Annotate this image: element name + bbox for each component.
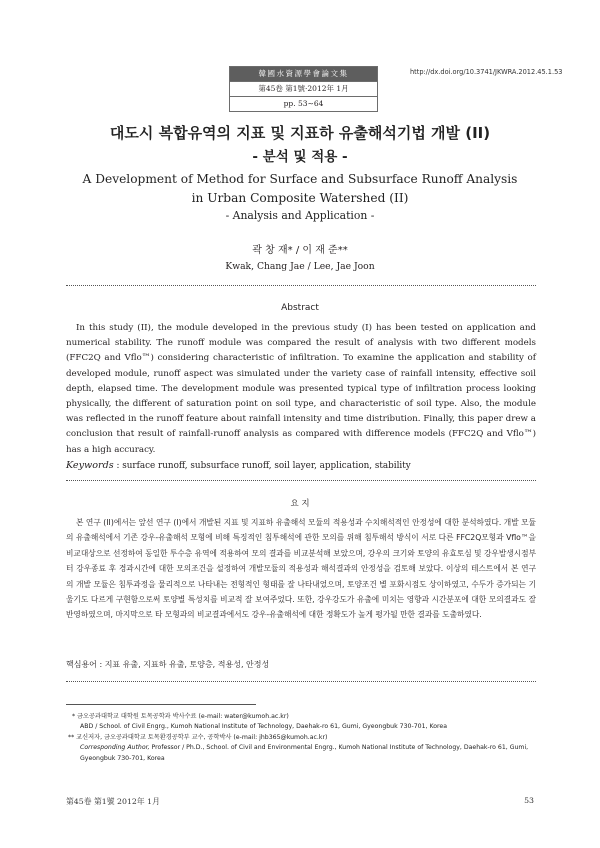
footnote-2-en — [66, 743, 536, 764]
journal-pages: pp. 53∼64 — [230, 96, 377, 111]
footnote-1-ko: * 금오공과대학교 대학원 토목공학과 박사수료 (e-mail: water@kumoh.ac.kr) — [72, 713, 289, 720]
english-title-line1: A Development of Method for Surface and Subsurface Runoff Analysis — [82, 172, 518, 186]
footnote-2-ko: ** 교신저자, 금오공과대학교 토목환경공학부 교수, 공학박사 (e-mail: jhb365@kumoh.ac.kr) — [68, 733, 328, 741]
keywords-text: : surface runoff, subsurface runoff, soil layer, application, stability — [116, 461, 411, 471]
footnote-rule — [66, 704, 256, 705]
keywords-label: Keywords — [66, 460, 114, 471]
korean-title: 대도시 복합유역의 지표 및 지표하 유출해석기법 개발 (II) — [109, 124, 491, 142]
authors-korean: 곽 창 재* / 이 재 준** — [252, 245, 348, 256]
korean-abstract-text: 본 연구 (II)에서는 앞선 연구 (I)에서 개발된 지표 및 지표하 유출해석 모듈의 적용성과 수치해석적인 안정성에 대한 분석하였다. 개발 모듈의 유출해석에서 기존 강우-유출해석 모형에 비해 특징적인 침투해석에 관한 모의를 위해 침투해석 방식이 서로 다른 FFC2Q모형과 Vflo™을 비교대상으로 선정하여 동일한 투수층 유역에 적용하여 모의 결과를 비교분석해 보았으며, 강우의 크기와 토양의 유효토심 및 강우발생시점부터 강우종료 후 경과시간에 대한 모의조건을 설정하여 개발모듈의 적용성과 해석결과의 안정성을 검토해 보았다. 이상의 테스트에서 본 연구의 개발 모듈은 침투과정을 물리적으로 나타내는 전형적인 형태를 잘 나타내었으며, 토양조건 별 포화시점도 상이하였고, 수두가 증가되는 기울기도 다르게 구현함으로써 토양별 특성치를 비교적 잘 보여주었다. 또한, 강우강도가 유출에 미치는 영향과 시간분포에 대한 모의결과도 잘 반영하였으며, 마지막으로 타 모형과의 비교결과에서도 강우-유출해석에 대한 정확도가 높게 평가될 만한 결과를 도출하였다. — [66, 518, 536, 620]
english-title-line2: in Urban Composite Watershed (II) — [191, 191, 409, 205]
journal-info-box — [229, 66, 378, 112]
divider-top — [66, 285, 536, 286]
korean-subtitle: - 분석 및 적용 - — [252, 149, 348, 165]
doi-link[interactable]: http://dx.doi.org/10.3741/JKWRA.2012.45.1.53 — [410, 68, 563, 76]
korean-abstract-heading: 요 지 — [290, 499, 310, 509]
korean-keywords: 핵심용어 : 지표 유출, 지표하 유출, 토양층, 적용성, 안정성 — [66, 660, 270, 669]
footnotes — [66, 712, 536, 764]
abstract-body — [66, 321, 536, 458]
authors-english: Kwak, Chang Jae / Lee, Jae Joon — [225, 261, 375, 272]
footnote-1-en: ABD / School. of Civil Engrg., Kumoh National Institute of Technology, Daehak-ro 61, Gumi, Gyeongbuk 730-701, Korea — [80, 723, 447, 731]
english-subtitle: - Analysis and Application - — [225, 209, 375, 222]
page-number: 53 — [524, 796, 534, 805]
korean-abstract-body — [66, 515, 536, 623]
abstract-heading: Abstract — [281, 303, 319, 313]
keywords-line — [66, 458, 536, 474]
footnote-2-en-text: Professor / Ph.D., School. of Civil and Environmental Engrg., Kumoh National Institute of Technology, Daehak-ro 61, Gumi, Gyeongbuk 730-701, Korea — [80, 744, 529, 762]
corresponding-author-label: Corresponding Author, — [80, 744, 150, 752]
abstract-text: In this study (II), the module developed in the previous study (I) has been tested on application and numerical stability. The runoff module was compared the result of analysis with two different models (FFC2Q and Vflo™) considering characteristic of infiltration. To examine the application and stability of developed module, runoff aspect was simulated under the variety case of rainfall intensity, effective soil depth, elapsed time. The development module was presented typical type of infiltration process looking physically, the different of saturation point on soil type, and characteristic of soil type. Also, the module was reflected in the runoff feature about rainfall intensity and time distribution. Finally, this paper drew a conclusion that result of rainfall-runoff analysis as compared with difference models (FFC2Q and Vflo™) has a high accuracy. — [66, 323, 536, 455]
divider-bottom — [66, 681, 536, 682]
journal-name: 韓國水資源學會論文集 — [230, 67, 377, 81]
footer-issue: 第45卷 第1號 2012年 1月 — [66, 797, 160, 806]
journal-volume: 第45卷 第1號·2012年 1月 — [230, 81, 377, 96]
divider-middle — [66, 480, 536, 481]
